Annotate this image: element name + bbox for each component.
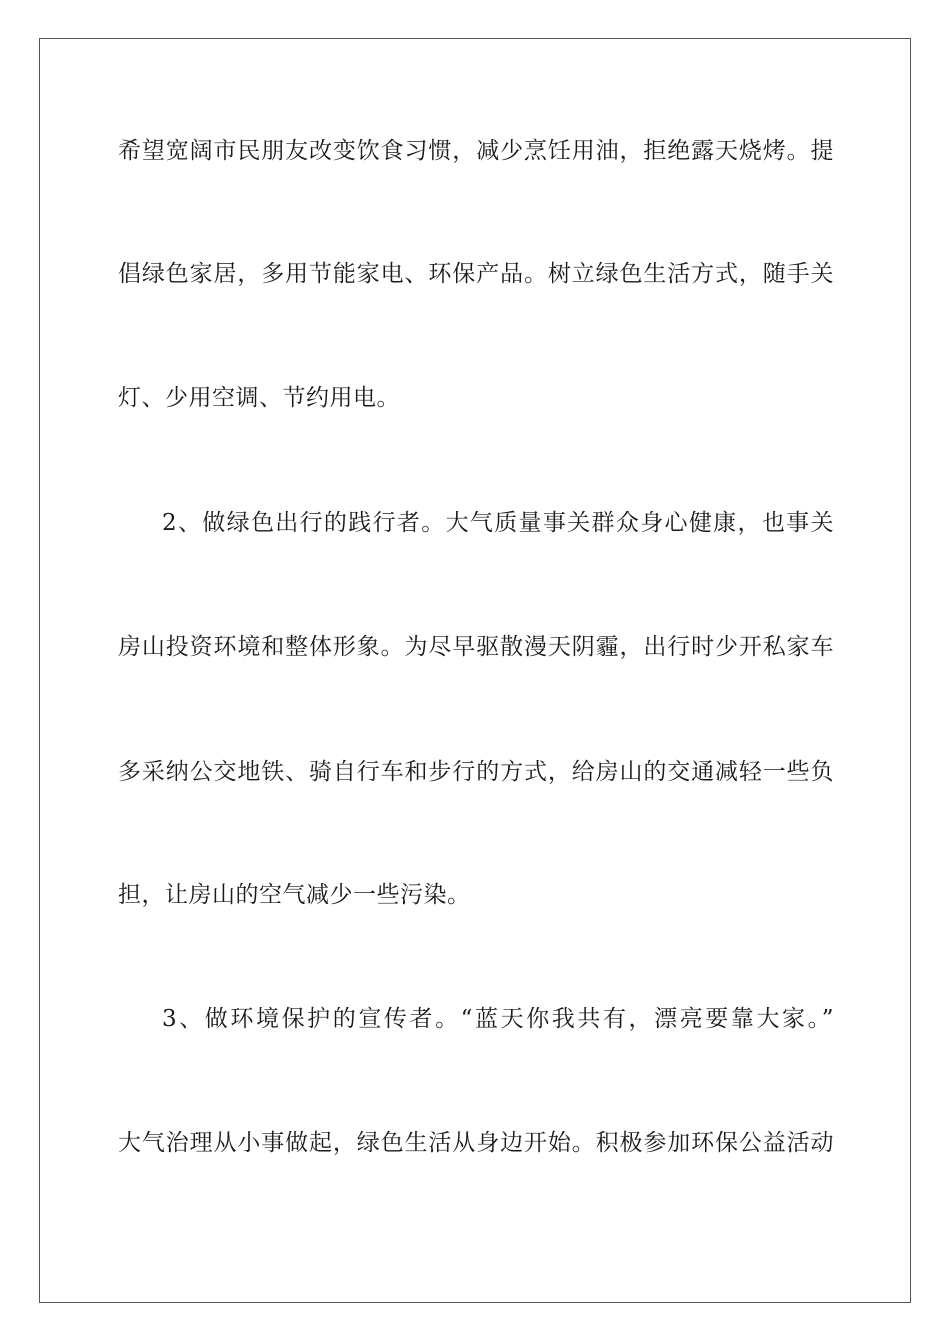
paragraph-line-7: 担，让房山的空气减少一些污染。 [118, 882, 471, 908]
paragraph-line-2: 倡绿色家居，多用节能家电、环保产品。树立绿色生活方式，随手关 [118, 261, 834, 287]
paragraph-line-9: 大气治理从小事做起，绿色生活从身边开始。积极参加环保公益活动 [118, 1130, 834, 1156]
paragraph-line-1: 希望宽阔市民朋友改变饮食习惯，减少烹饪用油，拒绝露天烧烤。提 [118, 138, 834, 164]
page-border [39, 38, 911, 1303]
paragraph-line-8: 3、做环境保护的宣传者。“蓝天你我共有，漂亮要靠大家。” [162, 1006, 834, 1032]
paragraph-line-6: 多采纳公交地铁、骑自行车和步行的方式，给房山的交通减轻一些负 [118, 759, 834, 785]
paragraph-line-3: 灯、少用空调、节约用电。 [118, 385, 400, 411]
paragraph-line-5: 房山投资环境和整体形象。为尽早驱散漫天阴霾，出行时少开私家车 [118, 634, 834, 660]
paragraph-line-4: 2、做绿色出行的践行者。大气质量事关群众身心健康，也事关 [162, 510, 834, 536]
